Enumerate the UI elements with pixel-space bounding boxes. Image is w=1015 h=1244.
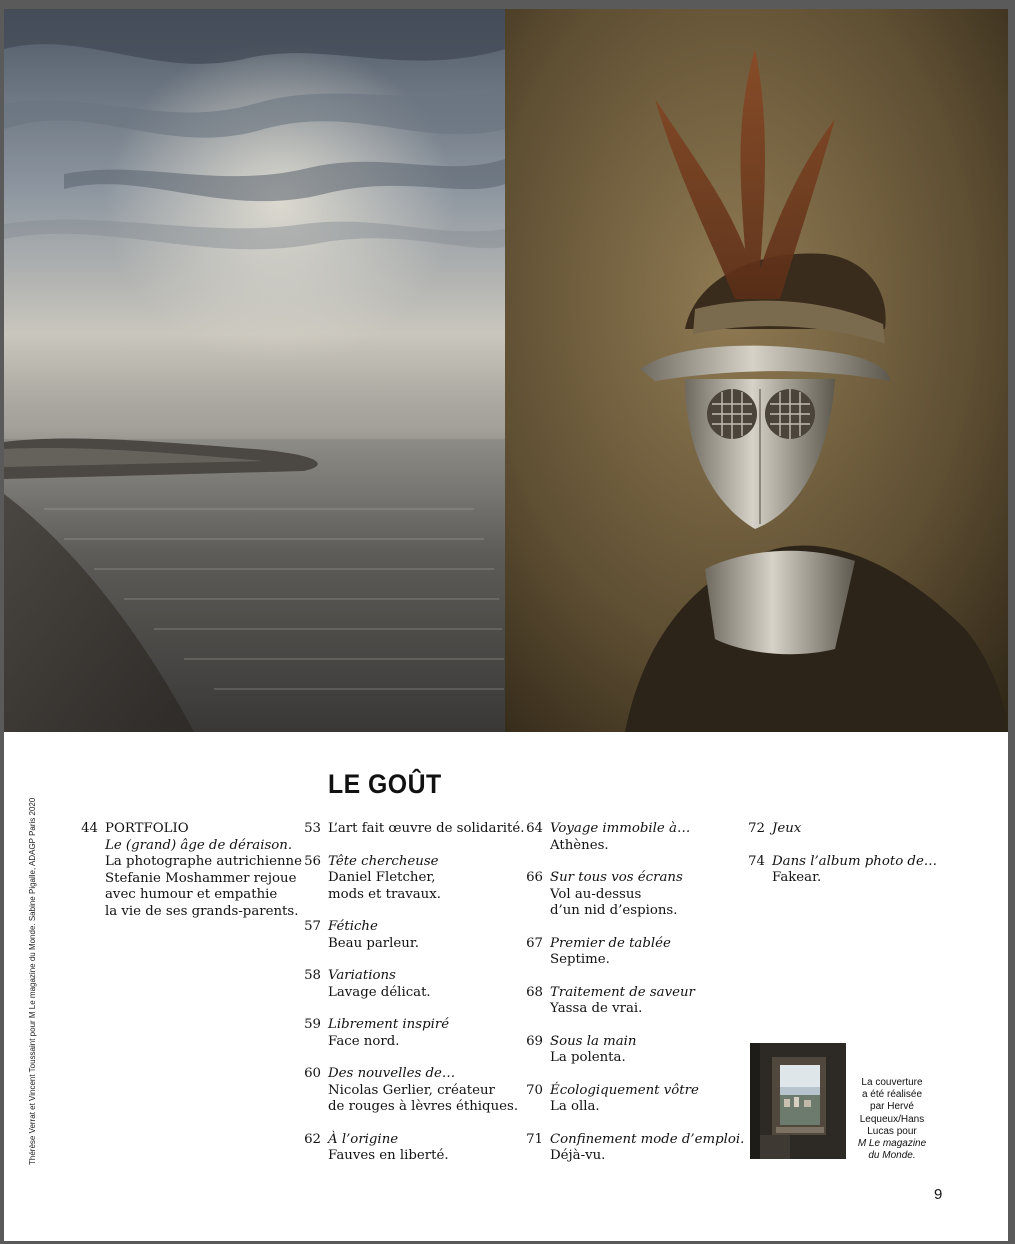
- page-number: 74: [748, 853, 765, 869]
- toc-entry[interactable]: [748, 854, 970, 887]
- entry-title: Traitement de saveur: [550, 984, 695, 1000]
- section-title: LE GOÛT: [328, 769, 442, 799]
- page-number: 72: [748, 821, 765, 836]
- page-number: 44: [81, 821, 98, 836]
- entry-line: Stefanie Moshammer rejoue: [105, 870, 297, 886]
- page-number: 71: [526, 1131, 543, 1147]
- caption-line: a été réalisée: [861, 1089, 923, 1101]
- entry-line: Nicolas Gerlier, créateur: [328, 1082, 495, 1098]
- page-number: 67: [526, 935, 543, 951]
- cover-thumbnail: [750, 1043, 846, 1159]
- entry-title: Écologiquement vôtre: [550, 1082, 699, 1098]
- toc-entry[interactable]: [526, 1034, 748, 1067]
- toc-entry[interactable]: [748, 821, 970, 838]
- entry-line: Vol au-dessus: [550, 886, 642, 902]
- entry-line: Daniel Fletcher,: [328, 870, 436, 885]
- entry-line: La photographe autrichienne: [105, 854, 302, 869]
- entry-line: Déjà-vu.: [550, 1148, 606, 1163]
- page-number: 59: [304, 1017, 321, 1032]
- page-number: 57: [304, 919, 321, 934]
- entry-title: Premier de tablée: [550, 935, 671, 951]
- entry-title: Voyage immobile à…: [550, 821, 691, 836]
- entry-line: Fakear.: [772, 870, 822, 885]
- toc-entry[interactable]: [526, 1132, 748, 1165]
- caption-line: M Le magazine: [857, 1138, 927, 1150]
- toc-entry[interactable]: [304, 1132, 526, 1165]
- entry-line: mods et travaux.: [328, 886, 441, 902]
- entry-line: avec humour et empathie: [105, 887, 278, 902]
- photo-credit: Thérèse Verrat et Vincent Toussaint pour M Le magazine du Monde. Sabine Pigalle, ADAGP Paris 2020: [28, 797, 37, 1165]
- entry-line: la vie de ses grands-parents.: [105, 903, 299, 919]
- page-number: 62: [304, 1131, 321, 1147]
- caption-line: Lucas pour: [867, 1125, 917, 1137]
- entry-title: Sous la main: [550, 1033, 637, 1049]
- entry-subtitle: Le (grand) âge de déraison.: [105, 837, 293, 853]
- entry-line: Beau parleur.: [328, 935, 419, 951]
- page-number: 56: [304, 853, 321, 869]
- entry-line: Face nord.: [328, 1033, 400, 1049]
- entry-title: Tête chercheuse: [328, 853, 439, 869]
- page-number: 60: [304, 1066, 321, 1081]
- landscape-photo: [4, 9, 505, 732]
- page-number: 64: [526, 821, 543, 836]
- entry-title: Confinement mode d’emploi.: [550, 1131, 745, 1147]
- entry-title: L’art fait œuvre de solidarité.: [328, 821, 525, 836]
- entry-title: Fétiche: [328, 919, 378, 934]
- entry-title: À l’origine: [328, 1131, 399, 1147]
- toc-entry[interactable]: [304, 968, 526, 1001]
- page-number: 70: [526, 1082, 543, 1098]
- magazine-page: [4, 9, 1008, 1241]
- helmet-portrait-photo: [505, 9, 1008, 732]
- entry-title: Librement inspiré: [328, 1017, 450, 1032]
- entry-title: Dans l’album photo de…: [772, 853, 938, 869]
- toc-entry[interactable]: [526, 985, 748, 1018]
- entry-title: Sur tous vos écrans: [550, 870, 683, 885]
- toc-entry-portfolio[interactable]: [81, 821, 303, 920]
- entry-line: Fauves en liberté.: [328, 1148, 449, 1163]
- toc-entry[interactable]: [304, 1066, 526, 1116]
- entry-line: Lavage délicat.: [328, 984, 431, 1000]
- caption-line: par Hervé: [870, 1101, 914, 1113]
- toc-entry[interactable]: [304, 854, 526, 904]
- entry-title: Variations: [328, 968, 396, 983]
- toc-entry[interactable]: [526, 870, 748, 920]
- cover-caption: [852, 1077, 932, 1162]
- toc-column-3: [526, 821, 748, 1181]
- page-number: 58: [304, 968, 321, 983]
- entry-line: de rouges à lèvres éthiques.: [328, 1099, 519, 1114]
- page-number: 53: [304, 821, 321, 836]
- toc-column-4: [748, 821, 970, 903]
- toc-entry[interactable]: [304, 919, 526, 952]
- entry-line: d’un nid d’espions.: [550, 903, 678, 918]
- toc-entry[interactable]: [526, 1083, 748, 1116]
- toc-entry[interactable]: [304, 1017, 526, 1050]
- toc-entry[interactable]: [304, 821, 526, 838]
- entry-line: Septime.: [550, 952, 610, 967]
- entry-title: PORTFOLIO: [105, 821, 189, 836]
- entry-line: La olla.: [550, 1099, 600, 1114]
- page-folio: 9: [934, 1186, 943, 1203]
- caption-line: Lequeux/Hans: [859, 1113, 925, 1125]
- page-number: 69: [526, 1033, 543, 1049]
- toc-column-2: [304, 821, 526, 1181]
- page-number: 68: [526, 984, 543, 1000]
- caption-line: du Monde.: [868, 1150, 916, 1162]
- caption-line: La couverture: [861, 1077, 923, 1088]
- toc-column-1: [81, 821, 303, 936]
- entry-line: Athènes.: [550, 837, 609, 853]
- entry-line: Yassa de vrai.: [550, 1001, 643, 1016]
- toc-entry[interactable]: [526, 821, 748, 854]
- toc-entry[interactable]: [526, 936, 748, 969]
- entry-title: Jeux: [772, 821, 802, 836]
- page-number: 66: [526, 870, 543, 885]
- entry-line: La polenta.: [550, 1050, 626, 1065]
- entry-title: Des nouvelles de…: [328, 1066, 456, 1081]
